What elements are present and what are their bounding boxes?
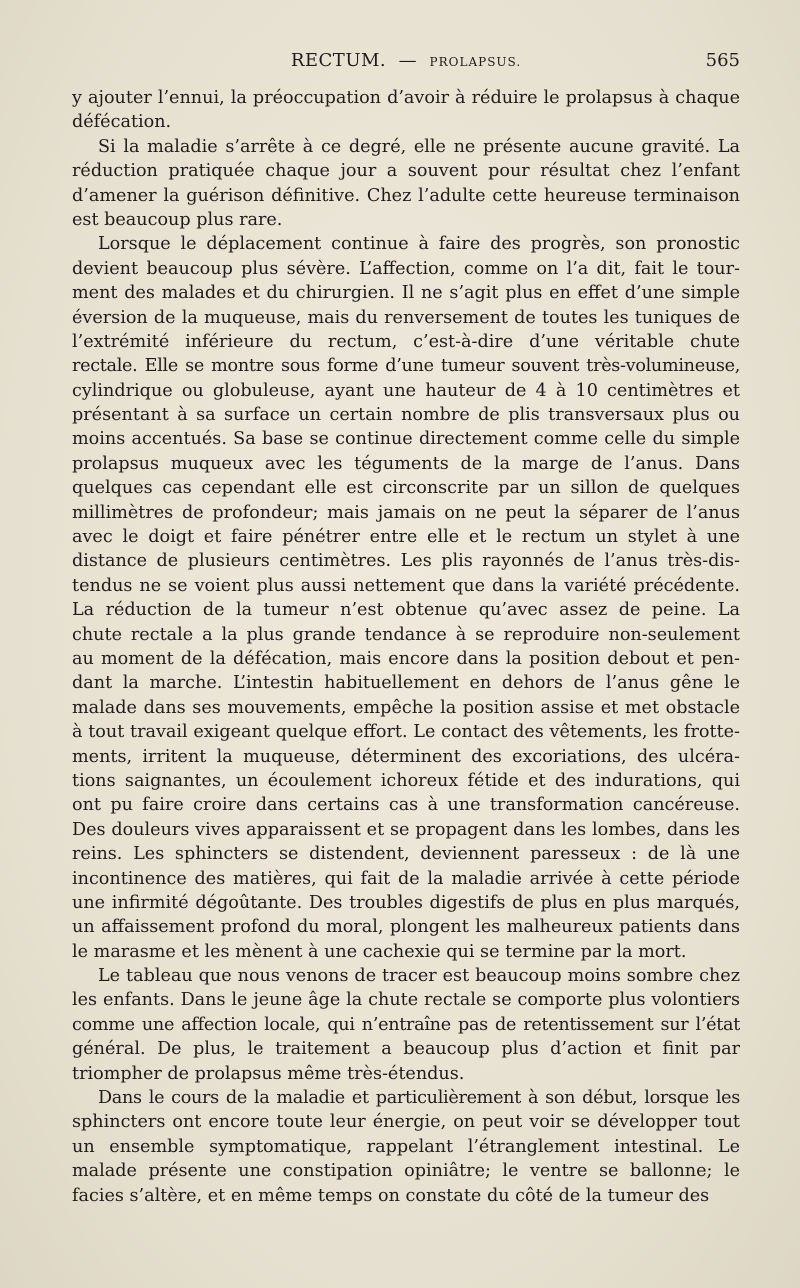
- text-line: une infirmité dégoûtante. Des troubles digestifs de plus en plus marqués,: [72, 892, 740, 913]
- text-line: malade présente une constipation opiniâtre; le ventre se ballonne; le: [72, 1161, 740, 1182]
- text-line: cylindrique ou globuleuse, ayant une hauteur de 4 à 10 centimètres et: [72, 380, 740, 401]
- text-line: reins. Les sphincters se distendent, deviennent paresseux : de là une: [72, 844, 740, 865]
- text-line: millimètres de profondeur; mais jamais on ne peut la séparer de l’anus: [72, 502, 740, 523]
- text-line: défécation.: [72, 112, 172, 133]
- text-line: comme une affection locale, qui n’entraîne pas de retentissement sur l’état: [72, 1014, 740, 1035]
- text-line: au moment de la défécation, mais encore dans la position debout et pen-: [72, 648, 740, 669]
- paragraph: [72, 1086, 740, 1208]
- text-line: Dans le cours de la maladie et particulièrement à son début, lorsque les: [98, 1088, 740, 1109]
- text-line: l’extrémité inférieure du rectum, c’est-à-dire d’une véritable chute: [72, 331, 740, 352]
- body-text: [72, 86, 740, 1208]
- page-number: 565: [705, 50, 740, 71]
- text-line: sphincters ont encore toute leur énergie, on peut voir se développer tout: [72, 1112, 740, 1133]
- text-line: moins accentués. Sa base se continue directement comme celle du simple: [72, 429, 740, 450]
- text-line: Lorsque le déplacement continue à faire des progrès, son pronostic: [98, 234, 740, 255]
- text-line: quelques cas cependant elle est circonscrite par un sillon de quelques: [72, 478, 740, 499]
- text-line: un affaissement profond du moral, plongent les malheureux patients dans: [72, 917, 740, 938]
- paragraph: [72, 232, 740, 964]
- text-line: dant la marche. L’intestin habituellement en dehors de l’anus gêne le: [72, 673, 740, 694]
- text-line: ment des malades et du chirurgien. Il ne s’agit plus en effet d’une simple: [72, 283, 740, 304]
- paragraph: [72, 964, 740, 1086]
- text-line: devient beaucoup plus sévère. L’affection, comme on l’a dit, fait le tour-: [72, 258, 740, 279]
- text-line: facies s’altère, et en même temps on constate du côté de la tumeur des: [72, 1185, 710, 1206]
- text-line: général. De plus, le traitement a beaucoup plus d’action et finit par: [72, 1039, 740, 1060]
- text-line: Si la maladie s’arrête à ce degré, elle ne présente aucune gravité. La: [98, 136, 740, 157]
- text-line: tions saignantes, un écoulement ichoreux fétide et des indurations, qui: [72, 770, 740, 791]
- running-head-dash: —: [398, 50, 418, 71]
- running-head-sub: PROLAPSUS.: [429, 55, 522, 69]
- text-line: Le tableau que nous venons de tracer est beaucoup moins sombre chez: [98, 966, 740, 987]
- paragraph: [72, 86, 740, 135]
- text-line: les enfants. Dans le jeune âge la chute rectale se comporte plus volontiers: [72, 990, 740, 1011]
- text-line: Des douleurs vives apparaissent et se propagent dans les lombes, dans les: [72, 819, 740, 840]
- text-line: éversion de la muqueuse, mais du renversement de toutes les tuniques de: [72, 307, 740, 328]
- text-line: présentant à sa surface un certain nombre de plis transversaux plus ou: [72, 405, 740, 426]
- text-line: distance de plusieurs centimètres. Les plis rayonnés de l’anus très-dis-: [72, 551, 740, 572]
- text-line: malade dans ses mouvements, empêche la position assise et met obstacle: [72, 697, 740, 718]
- text-line: triompher de prolapsus même très-étendus.: [72, 1063, 465, 1084]
- paragraph: [72, 135, 740, 233]
- text-line: le marasme et les mènent à une cachexie qui se termine par la mort.: [72, 941, 687, 962]
- text-line: ont pu faire croire dans certains cas à une transformation cancéreuse.: [72, 795, 740, 816]
- text-line: un ensemble symptomatique, rappelant l’étranglement intestinal. Le: [72, 1136, 740, 1157]
- text-line: d’amener la guérison définitive. Chez l’adulte cette heureuse terminaison: [72, 185, 740, 206]
- text-line: y ajouter l’ennui, la préoccupation d’avoir à réduire le prolapsus à chaque: [72, 88, 740, 108]
- text-line: réduction pratiquée chaque jour a souvent pour résultat chez l’enfant: [72, 161, 740, 182]
- text-line: à tout travail exigeant quelque effort. Le contact des vêtements, les frotte-: [72, 722, 740, 743]
- text-line: ments, irritent la muqueuse, déterminent des excoriations, des ulcéra-: [72, 746, 740, 767]
- running-head-main: RECTUM.: [290, 50, 387, 71]
- text-line: La réduction de la tumeur n’est obtenue qu’avec assez de peine. La: [72, 600, 740, 621]
- text-line: rectale. Elle se montre sous forme d’une tumeur souvent très-volumineuse,: [72, 356, 740, 377]
- running-head-title: [72, 50, 740, 71]
- text-line: incontinence des matières, qui fait de la maladie arrivée à cette période: [72, 868, 740, 889]
- text-line: avec le doigt et faire pénétrer entre elle et le rectum un stylet à une: [72, 527, 740, 548]
- text-line: tendus ne se voient plus aussi nettement que dans la variété précédente.: [72, 575, 740, 596]
- text-line: chute rectale a la plus grande tendance à se reproduire non-seulement: [72, 624, 740, 645]
- text-line: est beaucoup plus rare.: [72, 209, 283, 230]
- text-line: prolapsus muqueux avec les téguments de la marge de l’anus. Dans: [72, 453, 740, 474]
- running-head: [72, 50, 740, 74]
